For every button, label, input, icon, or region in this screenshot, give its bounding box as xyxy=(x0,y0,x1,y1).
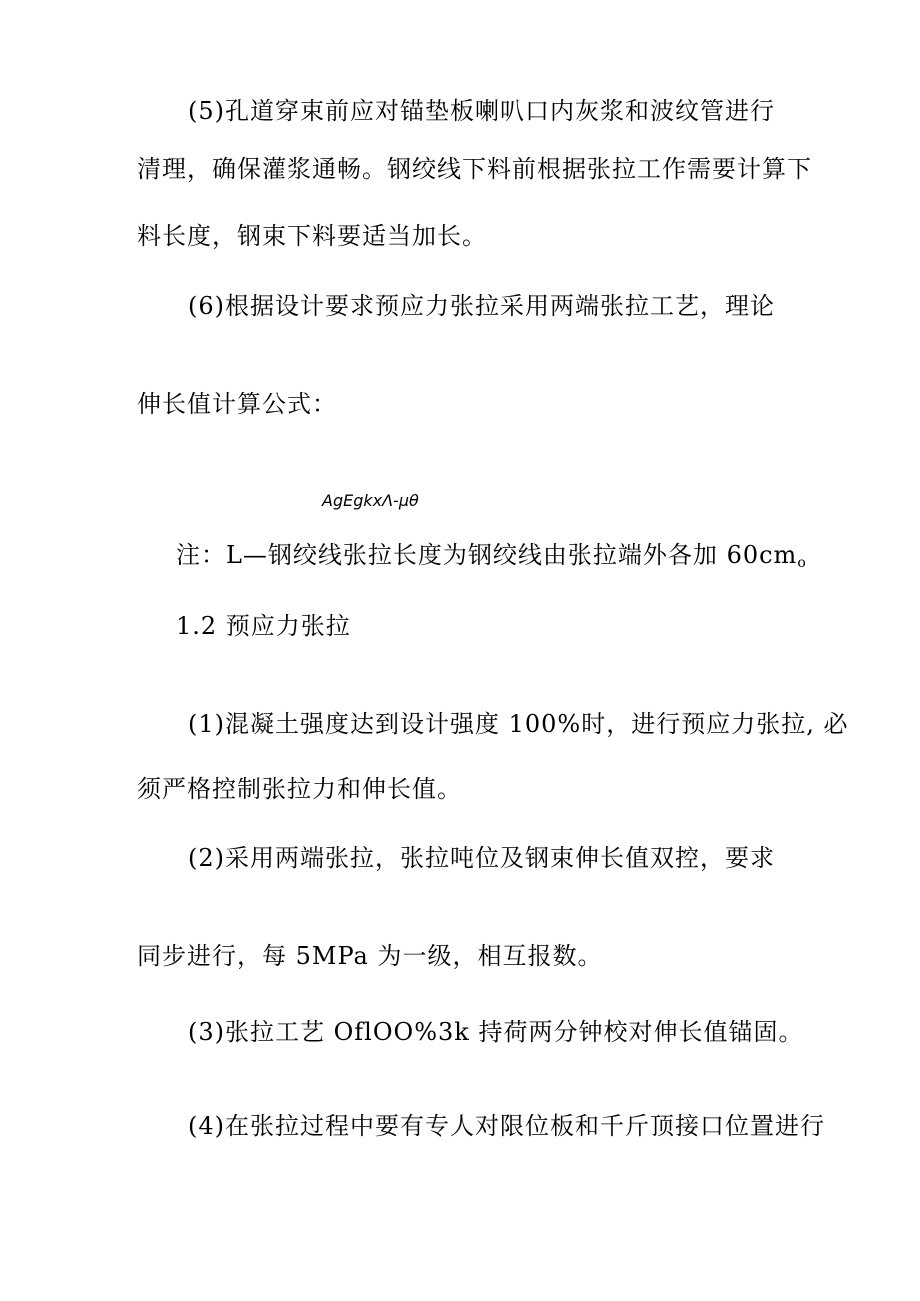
para-6-line-2: 伸长值计算公式： xyxy=(137,390,337,418)
formula-note xyxy=(176,540,807,578)
para-1-line-1: (1)混凝土强度达到设计强度 100%时，进行预应力张拉, 必 xyxy=(188,710,849,738)
para-4-line-1: (4)在张拉过程中要有专人对限位板和千斤顶接口位置进行 xyxy=(188,1112,825,1140)
para-2-line-2: 同步进行，每 5MPa 为一级，相互报数。 xyxy=(137,942,603,970)
para-1-line-2: 须严格控制张拉力和伸长值。 xyxy=(137,775,462,803)
para-2-line-1: (2)采用两端张拉，张拉吨位及钢束伸长值双控，要求 xyxy=(188,844,775,872)
para-6-line-1: (6)根据设计要求预应力张拉采用两端张拉工艺，理论 xyxy=(188,292,775,320)
elongation-formula: AgEgkxΛ-μθ xyxy=(322,491,419,510)
para-3-line-1: (3)张拉工艺 OflOO%3k 持荷两分钟校对伸长值锚固。 xyxy=(188,1018,804,1046)
formula-note-text: 注：L—钢绞线张拉长度为钢绞线由张拉端外各加 60cm xyxy=(176,541,798,569)
para-5-line-1: (5)孔道穿束前应对锚垫板喇叭口内灰浆和波纹管进行 xyxy=(188,97,775,125)
formula-note-subscript: o xyxy=(797,555,807,571)
section-heading-1-2: 1.2 预应力张拉 xyxy=(176,612,351,640)
para-5-line-2: 清理，确保灌浆通畅。钢绞线下料前根据张拉工作需要计算下 xyxy=(137,155,812,183)
para-5-line-3: 料长度，钢束下料要适当加长。 xyxy=(137,222,487,250)
